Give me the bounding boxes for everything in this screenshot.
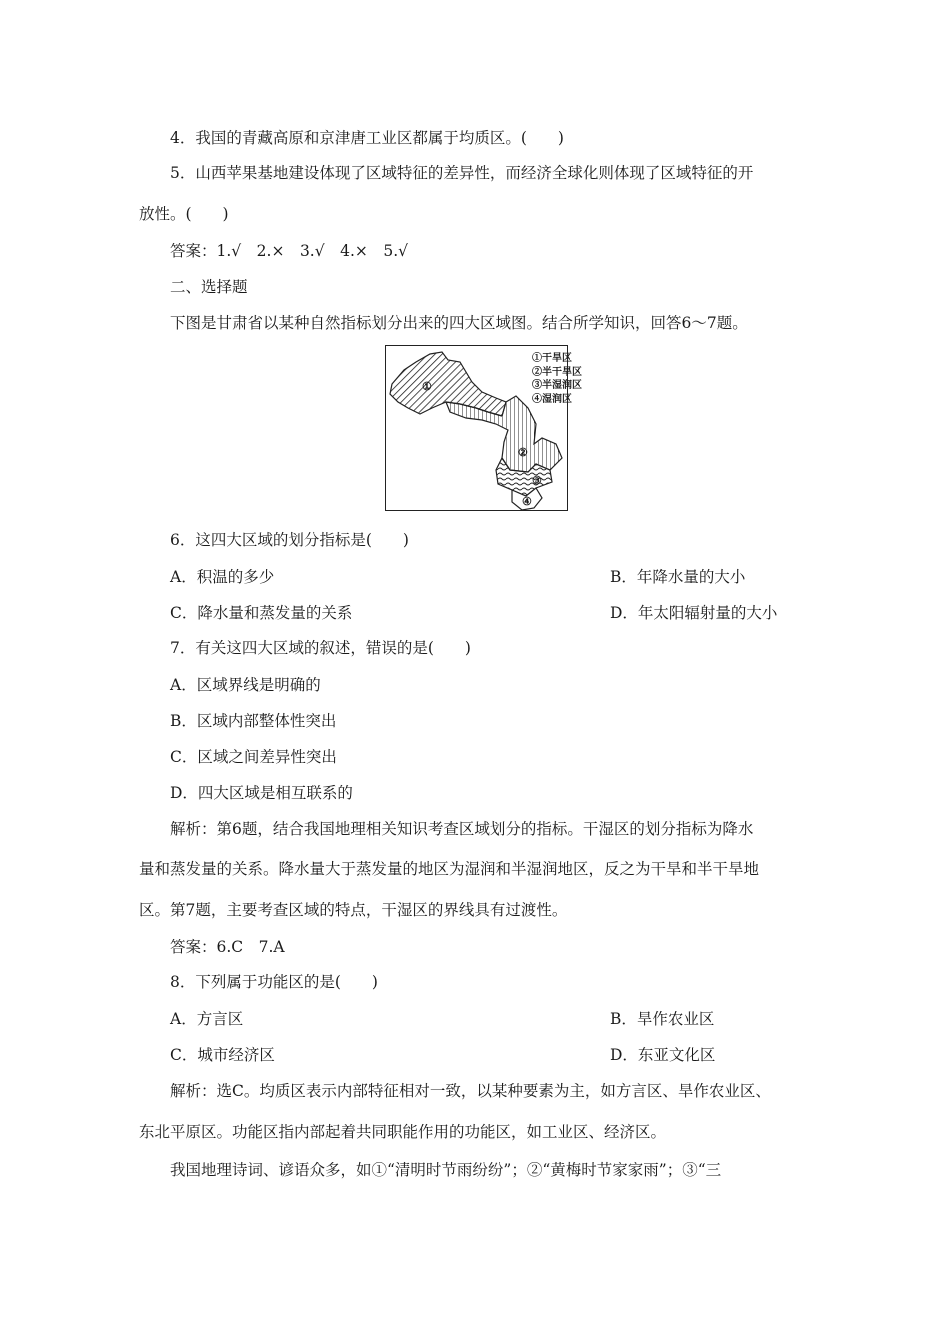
answer-1-5: 答案：1.√ 2.× 3.√ 4.× 5.√ — [170, 242, 409, 260]
map-label-3: ③ — [532, 474, 542, 487]
question-5-line2: 放性。( ) — [139, 205, 229, 223]
section-heading-choice: 二、选择题 — [170, 278, 248, 296]
legend-semi-humid: ③半湿润区 — [532, 380, 582, 391]
q7-option-a: A．区域界线是明确的 — [170, 676, 321, 694]
poem-intro-line: 我国地理诗词、谚语众多，如①“清明时节雨纷纷”；②“黄梅时节家家雨”；③“三 — [170, 1161, 722, 1179]
analysis-8-line1: 解析：选C。均质区表示内部特征相对一致，以某种要素为主，如方言区、旱作农业区、 — [170, 1082, 771, 1100]
legend-humid: ④湿润区 — [532, 393, 572, 405]
q7-option-c: C．区域之间差异性突出 — [170, 748, 337, 766]
q8-option-d: D．东亚文化区 — [610, 1046, 716, 1064]
q6-option-a: A．积温的多少 — [170, 568, 275, 586]
question-5-line1: 5．山西苹果基地建设体现了区域特征的差异性，而经济全球化则体现了区域特征的开 — [170, 164, 754, 182]
q6-option-c: C．降水量和蒸发量的关系 — [170, 604, 353, 622]
map-legend — [532, 352, 582, 406]
question-8-options-row1 — [170, 1008, 715, 1030]
map-intro: 下图是甘肃省以某种自然指标划分出来的四大区域图。结合所学知识，回答6～7题。 — [170, 314, 748, 332]
map-label-2: ② — [518, 446, 528, 459]
q8-option-b: B．旱作农业区 — [610, 1010, 715, 1028]
q8-option-a: A．方言区 — [170, 1010, 244, 1028]
analysis-6-7-line2: 量和蒸发量的关系。降水量大于蒸发量的地区为湿润和半湿润地区，反之为干旱和半干旱地 — [139, 860, 760, 878]
analysis-8-line2: 东北平原区。功能区指内部起着共同职能作用的功能区，如工业区、经济区。 — [139, 1123, 667, 1141]
legend-arid: ①干旱区 — [532, 353, 572, 364]
question-8-options-row2 — [170, 1044, 716, 1066]
question-6-options-row1 — [170, 566, 746, 588]
q8-option-c: C．城市经济区 — [170, 1046, 275, 1064]
map-label-4: ④ — [522, 495, 532, 508]
question-6-stem: 6．这四大区域的划分指标是( ) — [170, 531, 409, 549]
q6-option-b: B．年降水量的大小 — [610, 568, 746, 586]
analysis-6-7-line3: 区。第7题，主要考查区域的特点，干湿区的界线具有过渡性。 — [139, 901, 568, 919]
legend-semi-arid: ②半干旱区 — [532, 366, 582, 378]
q6-option-d: D．年太阳辐射量的大小 — [610, 604, 778, 622]
question-8-stem: 8．下列属于功能区的是( ) — [170, 973, 378, 991]
q7-option-b: B．区域内部整体性突出 — [170, 712, 337, 730]
analysis-6-7-line1: 解析：第6题，结合我国地理相关知识考查区域划分的指标。干湿区的划分指标为降水 — [170, 820, 754, 838]
question-7-stem: 7．有关这四大区域的叙述，错误的是( ) — [170, 639, 471, 657]
question-6-options-row2 — [170, 602, 778, 624]
gansu-region-map — [385, 345, 582, 511]
answer-6-7: 答案：6.C 7.A — [170, 938, 285, 956]
question-4: 4．我国的青藏高原和京津唐工业区都属于均质区。( ) — [170, 129, 564, 147]
map-label-1: ① — [422, 380, 432, 393]
q7-option-d: D．四大区域是相互联系的 — [170, 784, 353, 802]
